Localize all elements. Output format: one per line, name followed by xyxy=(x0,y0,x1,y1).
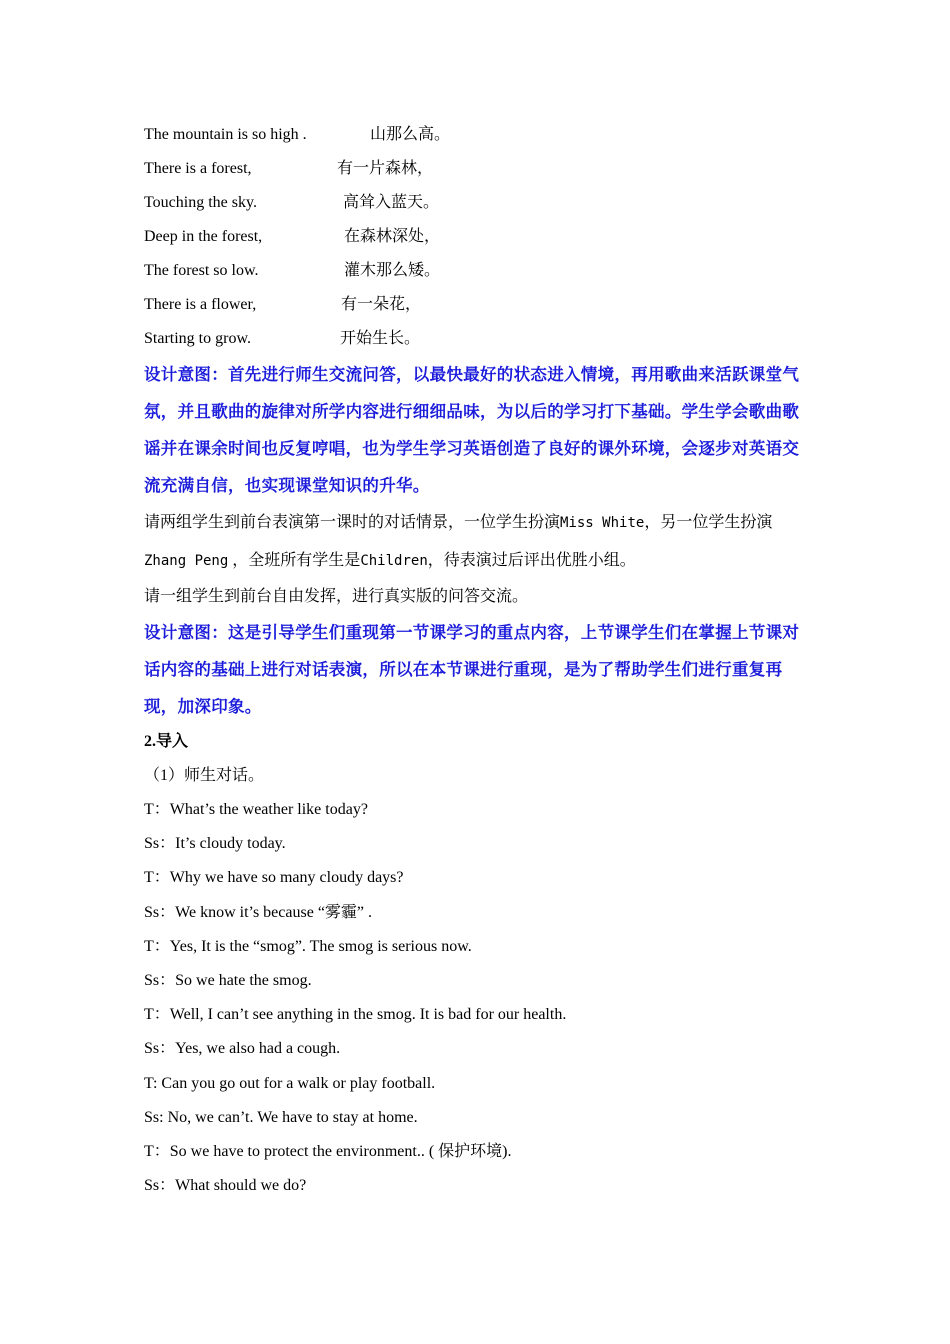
song-line-english: The forest so low. xyxy=(144,262,259,279)
song-line-english: Touching the sky. xyxy=(144,194,257,211)
speaker: Ss： xyxy=(144,972,176,990)
design-intent-note: 设计意图：首先进行师生交流问答，以最快最好的状态进入情境，再用歌曲来活跃课堂气氛，并且歌曲的旋律对所学内容进行细细品味，为以后的学习打下基础。学生学会歌曲歌谣并在课余时间也反复哼唱，也为学生学习英语创造了良好的课外环境，会逐步对英语交流充满自信，也实现课堂知识的升华。 xyxy=(144,365,800,495)
utterance: Yes, It is the “smog”. The smog is serious now. xyxy=(169,937,472,955)
song-lyrics xyxy=(144,118,814,356)
song-line xyxy=(144,254,814,288)
song-line-chinese: 高耸入蓝天。 xyxy=(343,194,440,211)
song-line xyxy=(144,322,814,356)
dialogue-line xyxy=(144,998,814,1032)
song-line-chinese: 有一片森林， xyxy=(337,160,434,177)
song-line xyxy=(144,288,814,322)
song-line-english: There is a flower, xyxy=(144,296,257,313)
speaker: Ss： xyxy=(144,903,176,921)
dialogue-line xyxy=(144,861,814,895)
speaker: Ss： xyxy=(144,835,176,853)
speaker: T： xyxy=(144,1143,170,1161)
activity-performance xyxy=(144,504,814,580)
song-line xyxy=(144,186,814,220)
subheading: （1）师生对话。 xyxy=(144,767,265,784)
role-name: Children xyxy=(360,553,428,569)
song-line xyxy=(144,118,814,152)
utterance: It’s cloudy today. xyxy=(175,835,286,853)
utterance: Why we have so many cloudy days? xyxy=(169,869,404,887)
activity-text: ，另一位学生扮演 xyxy=(644,514,773,531)
speaker: T： xyxy=(144,1006,170,1024)
role-name: Zhang Peng xyxy=(144,553,229,569)
utterance: Well, I can’t see anything in the smog. It is bad for our health. xyxy=(169,1006,567,1024)
song-line-chinese: 在森林深处， xyxy=(344,228,441,245)
song-line-english: Deep in the forest, xyxy=(144,228,263,245)
speaker: Ss: xyxy=(144,1108,168,1126)
dialogue-line xyxy=(144,1032,814,1066)
song-line-chinese: 灌木那么矮。 xyxy=(344,262,441,279)
speaker: T： xyxy=(144,801,170,818)
dialogue xyxy=(144,793,814,1203)
utterance: We know it’s because “雾霾” . xyxy=(175,903,373,921)
dialogue-line xyxy=(144,930,814,964)
role-name: Miss White xyxy=(560,515,645,531)
song-line xyxy=(144,220,814,254)
song-line-english: The mountain is so high . xyxy=(144,126,307,143)
dialogue-line xyxy=(144,1067,814,1101)
design-intent-note: 设计意图：这是引导学生们重现第一节课学习的重点内容，上节课学生们在掌握上节课对话内容的基础上进行对话表演，所以在本节课进行重现，是为了帮助学生们进行重复再现，加深印象。 xyxy=(144,623,800,716)
speaker: T: xyxy=(144,1074,162,1092)
utterance: So we hate the smog. xyxy=(175,972,312,990)
utterance: Can you go out for a walk or play football. xyxy=(161,1074,436,1092)
song-line xyxy=(144,152,814,186)
dialogue-line xyxy=(144,964,814,998)
document-content xyxy=(144,118,814,1203)
utterance: Yes, we also had a cough. xyxy=(175,1040,341,1058)
dialogue-line xyxy=(144,896,814,930)
activity-text: 请两组学生到前台表演第一课时的对话情景，一位学生扮演 xyxy=(144,514,561,531)
utterance: What’s the weather like today? xyxy=(169,801,368,818)
speaker: Ss： xyxy=(144,1177,176,1195)
song-line-chinese: 开始生长。 xyxy=(340,330,421,347)
song-line-english: There is a forest, xyxy=(144,160,252,177)
dialogue-line xyxy=(144,827,814,861)
speaker: T： xyxy=(144,937,170,955)
dialogue-line xyxy=(144,793,814,827)
section-heading: 2.导入 xyxy=(144,733,189,750)
speaker: T： xyxy=(144,869,170,887)
utterance: So we have to protect the environment.. ( 保护环境). xyxy=(169,1143,512,1161)
dialogue-line xyxy=(144,1135,814,1169)
song-line-chinese: 山那么高。 xyxy=(370,126,451,143)
dialogue-line xyxy=(144,1169,814,1203)
speaker: Ss： xyxy=(144,1040,176,1058)
song-line-chinese: 有一朵花， xyxy=(341,296,422,313)
activity-free-talk: 请一组学生到前台自由发挥，进行真实版的问答交流。 xyxy=(144,588,529,605)
activity-text: ，待表演过后评出优胜小组。 xyxy=(427,552,636,569)
activity-text: ，全班所有学生是 xyxy=(228,552,361,569)
utterance: No, we can’t. We have to stay at home. xyxy=(167,1108,418,1126)
dialogue-line xyxy=(144,1101,814,1135)
song-line-english: Starting to grow. xyxy=(144,330,251,347)
utterance: What should we do? xyxy=(175,1177,307,1195)
